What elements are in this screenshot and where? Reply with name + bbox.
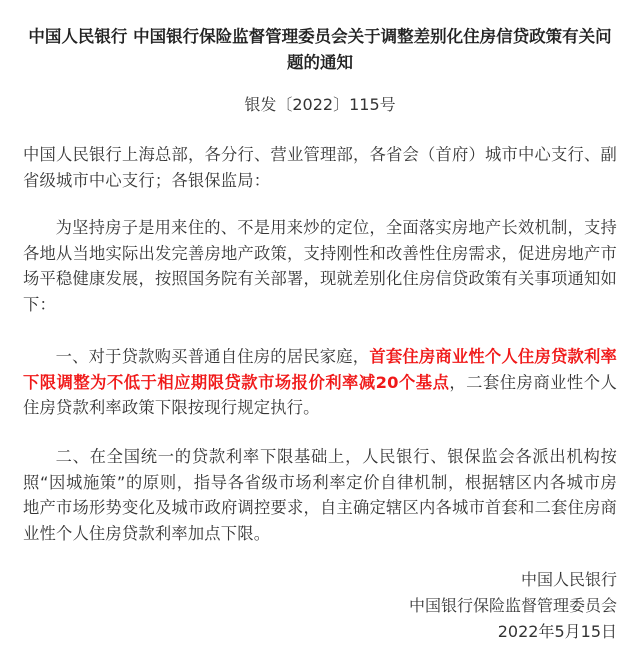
document-title: 中国人民银行 中国银行保险监督管理委员会关于调整差别化住房信贷政策有关问题的通知 <box>28 27 612 72</box>
addressee: 中国人民银行上海总部，各分行、营业管理部，各省会（首府）城市中心支行、副省级城市中心支行；各银保监局： <box>23 145 617 190</box>
document-number: 银发〔2022〕115号 <box>244 95 396 114</box>
signature-org-cbirc: 中国银行保险监督管理委员会 <box>408 596 617 615</box>
item-1-text: 一、对于贷款购买普通自住房的居民家庭， <box>55 347 370 366</box>
intro-paragraph: 为坚持房子是用来住的、不是用来炒的定位，全面落实房地产长效机制，支持各地从当地实际出发完善房地产政策，支持刚性和改善性住房需求，促进房地产市场平稳健康发展，按照国务院有关部署，现就差别化住房信贷政策有关事项通知如下： <box>23 218 617 314</box>
signature-org-pboc: 中国人民银行 <box>520 570 617 589</box>
item-1-text-end: ，二套住房商业性个人住房贷款利率政策下限按现行规定执行。 <box>23 372 617 418</box>
item-1-paragraph <box>23 344 617 421</box>
signature-date: 2022年5月15日 <box>497 622 617 641</box>
item-1-highlight: 首套住房商业性个人住房贷款利率下限调整为不低于相应期限贷款市场报价利率减20个基点 <box>23 347 617 392</box>
item-2-paragraph: 二、在全国统一的贷款利率下限基础上，人民银行、银保监会各派出机构按照“因城施策”的原则，指导各省级市场利率定价自律机制，根据辖区内各城市房地产市场形势变化及城市政府调控要求，自主确定辖区内各城市首套和二套住房商业性个人住房贷款利率加点下限。 <box>23 447 617 543</box>
